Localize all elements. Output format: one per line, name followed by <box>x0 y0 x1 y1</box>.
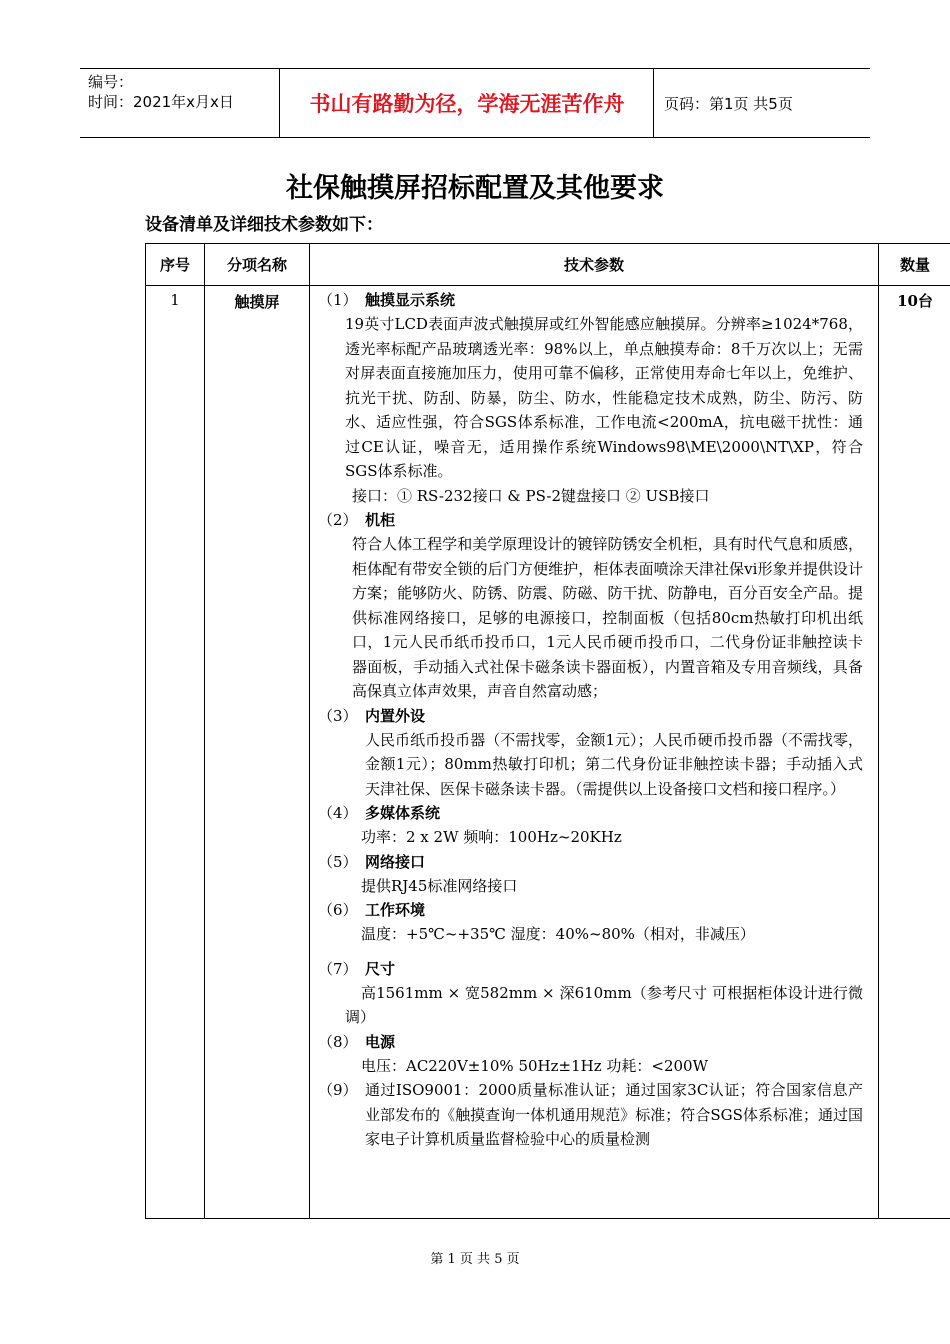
section-title: 工作环境 <box>365 901 426 919</box>
header-page-info: 页码：第1页 共5页 <box>664 94 793 113</box>
row-item-name: 触摸屏 <box>234 293 280 311</box>
section-text: 电压：AC220V±10% 50Hz±1Hz 功耗：<200W <box>361 1056 709 1075</box>
section-number: （2） <box>318 511 358 529</box>
param-section-header <box>311 801 863 825</box>
section-number: （3） <box>318 706 358 725</box>
section-title: 触摸显示系统 <box>365 291 456 309</box>
section-text: 接口：① RS-232接口 & PS-2键盘接口 ② USB接口 <box>352 486 710 505</box>
section-number: （5） <box>318 852 358 871</box>
header-motto: 书山有路勤为径，学海无涯苦作舟 <box>281 69 654 137</box>
section-title: 电源 <box>365 1032 396 1051</box>
col-header-index: 序号 <box>159 256 190 274</box>
code-label: 编号： <box>88 73 134 91</box>
section-text: 符合人体工程学和美学原理设计的镀锌防锈安全机柜，具有时代气息和质感，柜体配有带安全锁的后门方便维护，柜体表面喷涂天津社保vi形象并提供设计方案；能够防火、防锈、防震、防磁、防干扰、防静电，百分百安全产品。提供标准网络接口，足够的电源接口，控制面板（包括80cm热敏打印机出纸口，1元人民币纸币投币口，1元人民币硬币投币口，二代身份证非触控读卡器面板，手动插入式社保卡磁条读卡器面板），内置音箱及专用音频线，具备高保真立体声效果，声音自然富动感； <box>352 535 863 700</box>
column-divider <box>878 244 879 1218</box>
section-number: （9） <box>318 1081 358 1099</box>
section-number: （8） <box>318 1032 358 1051</box>
param-section-header <box>311 704 863 728</box>
section-number: （1） <box>318 291 358 309</box>
param-section-header <box>311 1030 863 1054</box>
section-text: 提供RJ45标准网络接口 <box>361 876 518 895</box>
column-divider <box>309 244 310 1218</box>
equipment-table <box>145 243 950 1219</box>
tech-params <box>311 288 863 1152</box>
section-number: （7） <box>318 959 358 978</box>
page-header <box>80 68 870 138</box>
page-footer: 第 1 页 共 5 页 <box>430 1252 520 1267</box>
document-subtitle: 设备清单及详细技术参数如下： <box>145 215 383 235</box>
param-section-header <box>311 898 863 922</box>
header-row-divider <box>146 285 950 286</box>
column-divider <box>204 244 205 1218</box>
header-meta <box>80 69 280 137</box>
row-quantity: 10台 <box>897 292 933 310</box>
section-text: 通过ISO9001：2000质量标准认证；通过国家3C认证；符合国家信息产业部发布的《触摸查询一体机通用规范》标准；符合SGS体系标准；通过国家电子计算机质量监督检验中心的质量检测 <box>365 1081 863 1148</box>
param-section-header <box>311 957 863 981</box>
section-title: 尺寸 <box>365 959 396 978</box>
col-header-params: 技术参数 <box>563 256 624 274</box>
document-title: 社保触摸屏招标配置及其他要求 <box>286 173 664 204</box>
section-title: 多媒体系统 <box>365 804 441 822</box>
section-text: 19英寸LCD表面声波式触摸屏或红外智能感应触摸屏。分辨率≥1024*768，透光率标配产品玻璃透光率：98%以上，单点触摸寿命：8千万次以上；无需对屏表面直接施加压力，使用可靠不偏移，正常使用寿命七年以上，免维护、抗光干扰、防刮、防暴，防尘、防水，性能稳定技术成熟，防尘、防污、防水、适应性强，符合SGS体系标准，工作电流<200mA，抗电磁干扰性：通过CE认证，噪音无，适用操作系统Windows98\ME\2000\NT\XP，符合SGS体系标准。 <box>345 315 863 480</box>
section-text: 温度：+5℃~+35℃ 湿度：40%~80%（相对，非减压） <box>361 925 755 943</box>
section-text: 功率：2 x 2W 频响：100Hz~20KHz <box>361 828 622 846</box>
param-section-header <box>311 508 863 532</box>
param-section-header <box>311 850 863 874</box>
section-number: （6） <box>318 901 358 919</box>
row-index: 1 <box>170 291 180 309</box>
section-title: 机柜 <box>365 511 396 529</box>
col-header-name: 分项名称 <box>226 256 287 274</box>
col-header-qty: 数量 <box>899 256 930 274</box>
section-number: （4） <box>318 804 358 822</box>
param-section-9 <box>311 1078 863 1152</box>
section-text: 人民币纸币投币器（不需找零，金额1元）；人民币硬币投币器（不需找零，金额1元）；80mm热敏打印机；第二代身份证非触控读卡器；手动插入式天津社保、医保卡磁条读卡器。（需提供以上设备接口文档和接口程序。） <box>365 730 863 798</box>
section-title: 网络接口 <box>365 852 426 871</box>
time-label: 时间：2021年x月x日 <box>88 93 234 111</box>
section-text: 高1561mm × 宽582mm × 深610mm（参考尺寸 可根据柜体设计进行微调） <box>345 983 863 1026</box>
section-title: 内置外设 <box>365 706 426 725</box>
param-section-header <box>311 288 863 312</box>
